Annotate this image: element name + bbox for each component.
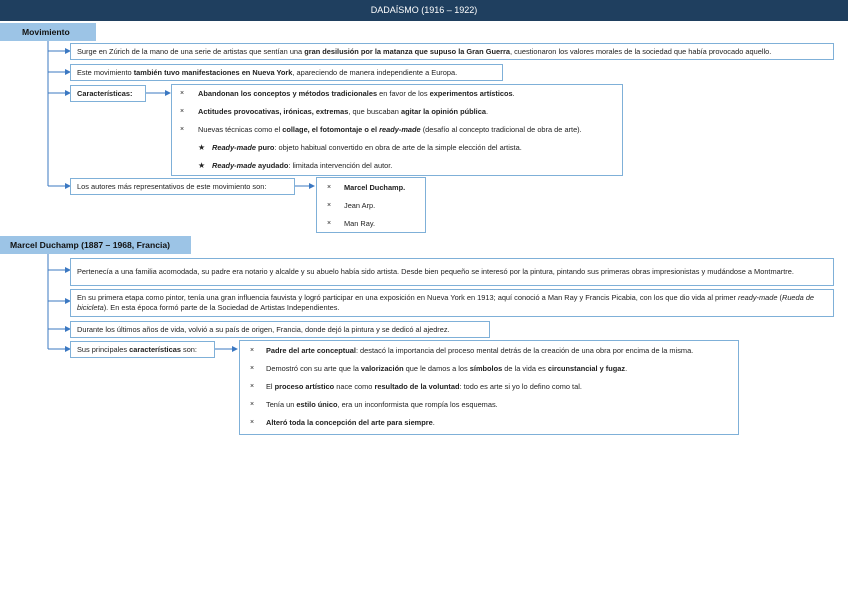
- list-item: [172, 85, 622, 103]
- text-run: Jean Arp.: [344, 201, 376, 210]
- text-run: ready-made: [379, 125, 421, 134]
- cross-bullet-icon: ×: [180, 126, 185, 133]
- list-item: [317, 197, 425, 215]
- text-run: Nuevas técnicas como el: [198, 125, 283, 134]
- text-run: Sus principales: [77, 344, 130, 354]
- text-run: .: [625, 364, 628, 373]
- cross-bullet-icon: ×: [250, 365, 255, 372]
- cross-bullet-icon: ×: [180, 90, 185, 97]
- list-item: [240, 378, 738, 396]
- section-label-movimiento: Movimiento: [0, 23, 96, 41]
- text-run: .: [485, 107, 489, 116]
- text-run: Rueda de bicicleta: [77, 293, 815, 312]
- text-run: Tenía un: [266, 400, 297, 409]
- text-run: collage, el fotomontaje o el: [282, 125, 380, 134]
- duchamp-caracteristicas-list: [239, 340, 739, 435]
- duchamp-ultimos-anos-box: [70, 321, 490, 338]
- list-item: [172, 157, 622, 175]
- text-run: puro: [255, 143, 275, 152]
- cross-bullet-icon: ×: [250, 383, 255, 390]
- text-run: : todo es arte si yo lo defino como tal.: [459, 382, 582, 391]
- text-run: El: [266, 382, 275, 391]
- text-run: en favor de los: [377, 89, 430, 98]
- list-item: [172, 103, 622, 121]
- list-item: [240, 342, 738, 360]
- duchamp-familia-box: [70, 258, 834, 286]
- text-run: ayudado: [255, 161, 289, 170]
- text-run: (: [777, 293, 782, 302]
- text-run: de la vida es: [502, 364, 548, 373]
- text-run: estilo único: [296, 400, 338, 409]
- text-run: Este movimiento: [77, 67, 134, 77]
- text-run: : limitada intervención del autor.: [288, 161, 393, 170]
- movimiento-nueva-york-box: [70, 64, 503, 81]
- text-run: ready-made: [738, 293, 778, 302]
- text-run: : destacó la importancia del proceso mental detrás de la creación de una obra por encima de la misma.: [355, 346, 694, 355]
- text-run: Actitudes provocativas, irónicas, extremas: [198, 107, 349, 116]
- text-run: ). En esta época formó parte de la Sociedad de Artistas Independientes.: [103, 303, 340, 312]
- text-run: Ready-made: [212, 143, 256, 152]
- list-item: [240, 396, 738, 414]
- cross-bullet-icon: ×: [250, 347, 255, 354]
- text-run: , era un inconformista que rompía los esquemas.: [337, 400, 498, 409]
- text-run: , que buscaban: [348, 107, 401, 116]
- text-run: , cuestionaron los valores morales de la sociedad que había provocado aquello.: [509, 46, 772, 56]
- text-run: .: [512, 89, 515, 98]
- list-item: [172, 121, 622, 139]
- page-title: DADAÍSMO (1916 – 1922): [0, 0, 848, 21]
- text-run: Marcel Duchamp.: [344, 183, 406, 192]
- list-item: [172, 139, 622, 157]
- text-run: agitar la opinión pública: [400, 107, 486, 116]
- star-bullet-icon: ★: [198, 143, 206, 152]
- text-run: En su primera etapa como pintor, tenía una gran influencia fauvista y logró participar en una exposición en Nueva York en 1913; aquí conoció a Man Ray y Francis Picabia, con los que dio vida al primer: [77, 293, 739, 302]
- text-run: resultado de la voluntad: [374, 382, 460, 391]
- text-run: Padre del arte conceptual: [266, 346, 356, 355]
- text-run: Abandonan los conceptos y métodos tradicionales: [198, 89, 378, 98]
- text-run: que le damos a los: [403, 364, 470, 373]
- text-run: símbolos: [469, 364, 503, 373]
- star-bullet-icon: ★: [198, 161, 206, 170]
- cross-bullet-icon: ×: [327, 220, 332, 227]
- text-run: Ready-made: [212, 161, 256, 170]
- cross-bullet-icon: ×: [180, 108, 185, 115]
- text-run: Man Ray.: [344, 219, 376, 228]
- text-run: Alteró toda la concepción del arte para siempre: [266, 418, 433, 427]
- text-run: son:: [180, 344, 197, 354]
- list-item: [317, 215, 425, 233]
- cross-bullet-icon: ×: [327, 202, 332, 209]
- cross-bullet-icon: ×: [250, 401, 255, 408]
- text-run: gran desilusión por la matanza que supuso la Gran Guerra: [304, 46, 510, 56]
- autores-label: Los autores más representativos de este movimiento son:: [77, 181, 267, 191]
- cross-bullet-icon: ×: [327, 184, 332, 191]
- list-item: [240, 360, 738, 378]
- duchamp-caracteristicas-label-box: [70, 341, 215, 358]
- text-run: Surge en Zúrich de la mano de una serie de artistas que sentían una: [77, 46, 305, 56]
- movimiento-origin-box: [70, 43, 834, 60]
- cross-bullet-icon: ×: [250, 419, 255, 426]
- text-run: : objeto habitual convertido en obra de arte de la simple elección del artista.: [274, 143, 522, 152]
- caracteristicas-list: [171, 84, 623, 176]
- duchamp-primera-etapa-box: [70, 289, 834, 317]
- section-label-marcel-duchamp: Marcel Duchamp (1887 – 1968, Francia): [0, 236, 191, 254]
- text-run: (desafío al concepto tradicional de obra de arte).: [420, 125, 582, 134]
- text-run: también tuvo manifestaciones en Nueva York: [133, 67, 293, 77]
- text-run: Pertenecía a una familia acomodada, su padre era notario y alcalde y su abuelo había sido artista. Desde bien pequeño se interesó por la pintura, pintando sus primeras obras impresionistas y mudándose a Montmartre.: [77, 267, 794, 276]
- list-item: [240, 414, 738, 432]
- list-item: [317, 179, 425, 197]
- text-run: nace como: [334, 382, 375, 391]
- autores-list: [316, 177, 426, 233]
- caracteristicas-label-box: [70, 85, 146, 102]
- text-run: circunstancial y fugaz: [547, 364, 626, 373]
- text-run: características: [129, 344, 181, 354]
- text-run: proceso artístico: [274, 382, 335, 391]
- text-run: experimentos artísticos: [429, 89, 513, 98]
- text-run: , apareciendo de manera independiente a Europa.: [292, 67, 458, 77]
- text-run: Demostró con su arte que la: [266, 364, 361, 373]
- text-run: Durante los últimos años de vida, volvió a su país de origen, Francia, donde dejó la pintura y se dedicó al ajedrez.: [77, 324, 450, 334]
- text-run: valorización: [360, 364, 404, 373]
- text-run: .: [432, 418, 435, 427]
- caracteristicas-label: Características:: [77, 88, 133, 98]
- autores-label-box: [70, 178, 295, 195]
